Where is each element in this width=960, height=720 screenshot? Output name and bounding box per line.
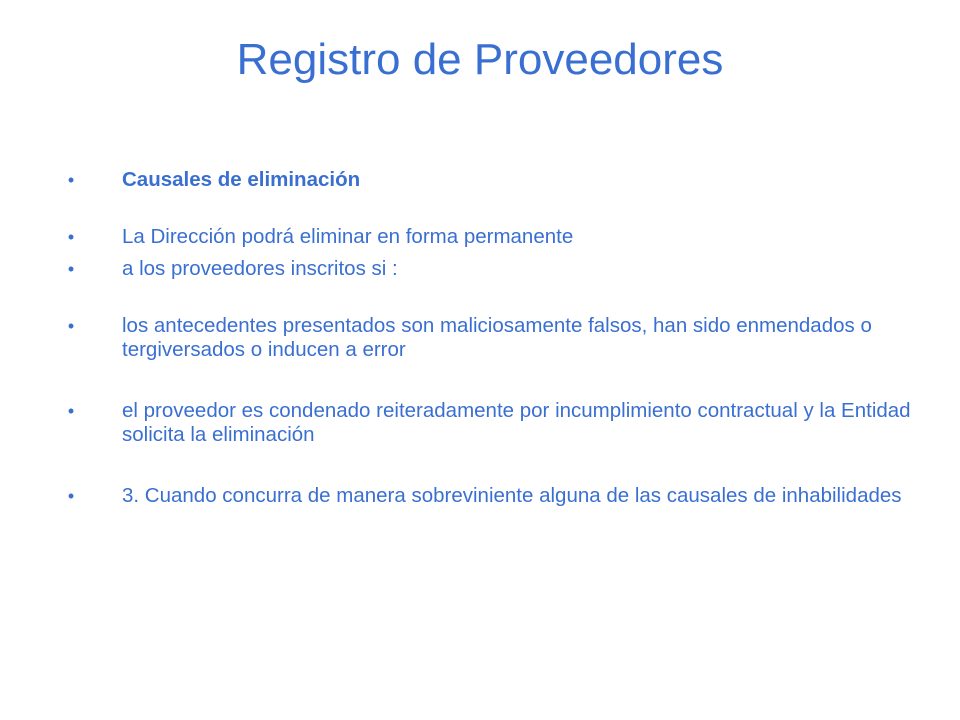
bullet-list bbox=[64, 168, 914, 508]
bullet-text: 3. Cuando concurra de manera sobreviniente alguna de las causales de inhabilidades bbox=[122, 484, 902, 507]
bullet-marker: • bbox=[67, 170, 75, 190]
bullet-text: La Dirección podrá eliminar en forma permanente bbox=[122, 225, 574, 248]
bullet-text: el proveedor es condenado reiteradamente por incumplimiento contractual y la Entidad solicita la eliminación bbox=[122, 399, 911, 446]
bullet-item bbox=[64, 225, 914, 249]
bullet-text: los antecedentes presentados son maliciosamente falsos, han sido enmendados o tergiversados o inducen a error bbox=[122, 314, 872, 361]
bullet-item bbox=[64, 399, 914, 447]
bullet-item bbox=[64, 314, 914, 362]
bullet-item bbox=[64, 484, 914, 508]
bullet-heading: Causales de eliminación bbox=[122, 168, 361, 191]
bullet-marker: • bbox=[67, 316, 75, 336]
bullet-item bbox=[64, 257, 914, 281]
bullet-marker: • bbox=[67, 259, 75, 279]
bullet-marker: • bbox=[67, 486, 75, 506]
bullet-text: a los proveedores inscritos si : bbox=[122, 257, 398, 280]
bullet-marker: • bbox=[67, 227, 75, 247]
slide-title: Registro de Proveedores bbox=[236, 35, 724, 84]
bullet-item bbox=[64, 168, 914, 192]
bullet-marker: • bbox=[67, 401, 75, 421]
